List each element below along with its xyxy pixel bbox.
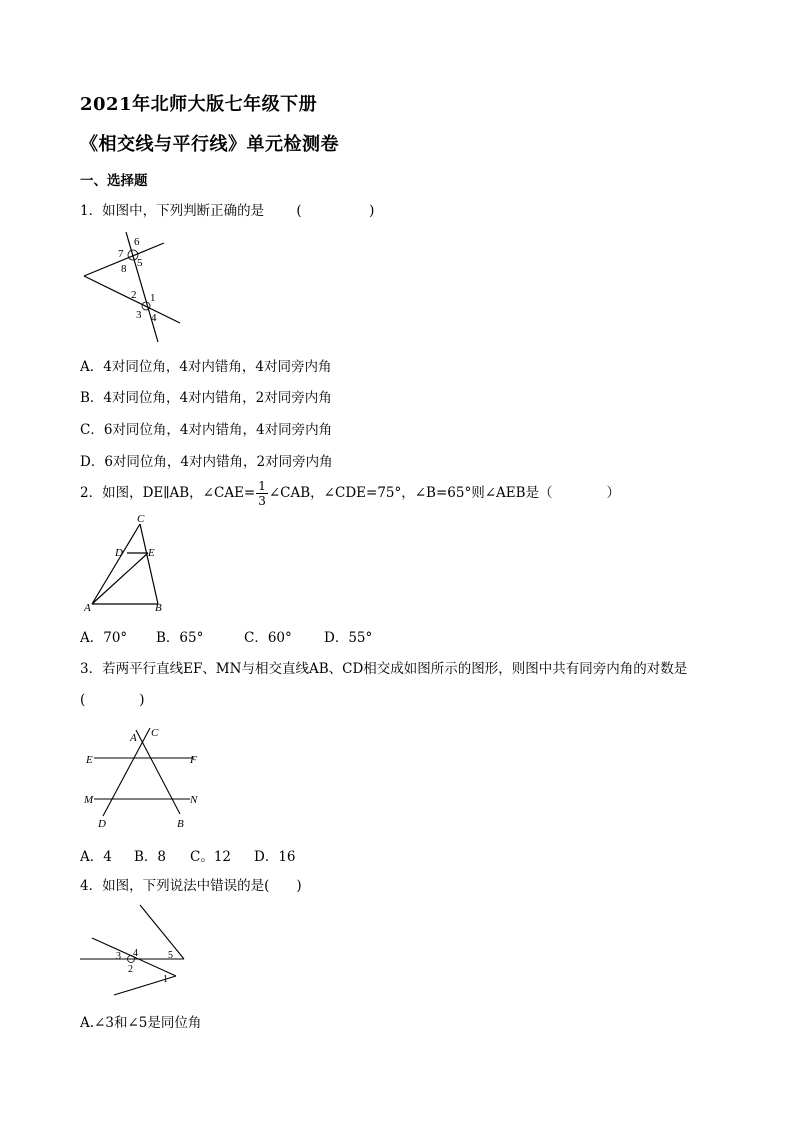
q2-label-c: C (137, 513, 145, 525)
q2-stem-part-a: 2．如图，DE∥AB，∠CAE= (80, 485, 256, 501)
q4-stem: 4．如图，下列说法中错误的是( ) (80, 878, 302, 894)
q2-stem (80, 479, 620, 508)
q1-label-7: 7 (118, 248, 124, 260)
q2-segment-cb (140, 524, 158, 604)
q1-label-4: 4 (151, 312, 157, 324)
q3-label-c: C (151, 727, 159, 739)
q2-option-d[interactable]: D．55° (324, 630, 373, 646)
q3-label-n: N (190, 794, 198, 806)
q1-label-6: 6 (134, 236, 140, 248)
q1-label-2: 2 (131, 289, 137, 301)
q2-segment-ae (92, 553, 148, 604)
q1-answer-paren: ( ) (296, 203, 375, 219)
q2-fraction-denominator: 3 (258, 494, 266, 508)
q3-label-e: E (86, 754, 93, 766)
q4-figure (78, 902, 193, 1002)
q4-option-a[interactable]: A.∠3和∠5是同位角 (80, 1015, 202, 1031)
q3-line-ab (136, 730, 180, 814)
q4-upper-ray (140, 905, 184, 959)
q3-label-d: D (98, 818, 106, 830)
q3-answer-paren: ( ) (80, 692, 145, 708)
q4-label-5: 5 (168, 950, 173, 961)
q2-option-c[interactable]: C．60° (244, 630, 292, 646)
q1-label-3: 3 (136, 309, 142, 321)
q1-stem-text: 1．如图中，下列判断正确的是 (80, 203, 265, 219)
q1-option-d[interactable]: D．6对同位角，4对内错角，2对同旁内角 (80, 454, 333, 470)
q1-label-1: 1 (150, 292, 156, 304)
q4-label-4: 4 (133, 948, 138, 959)
q1-option-a[interactable]: A．4对同位角，4对内错角，4对同旁内角 (80, 359, 332, 375)
q3-option-c[interactable]: C。12 (190, 849, 232, 865)
q1-label-8: 8 (121, 263, 127, 275)
q1-stem (80, 199, 374, 219)
q2-fraction (256, 479, 268, 508)
q4-label-1: 1 (163, 974, 168, 985)
q3-option-a[interactable]: A．4 (80, 849, 112, 865)
q3-option-d[interactable]: D．16 (254, 849, 296, 865)
q3-option-b[interactable]: B．8 (134, 849, 167, 865)
q2-option-a[interactable]: A．70° (80, 630, 128, 646)
q2-label-a: A (84, 602, 91, 614)
q3-label-m: M (84, 794, 94, 806)
q1-label-5: 5 (137, 257, 143, 269)
title-line-2: 《相交线与平行线》单元检测卷 (80, 134, 339, 155)
q1-option-c[interactable]: C．6对同位角，4对内错角，4对同旁内角 (80, 422, 333, 438)
q1-figure (78, 230, 198, 345)
q2-label-d: D (115, 547, 123, 559)
q3-figure (80, 722, 210, 832)
q2-option-b[interactable]: B．65° (156, 630, 204, 646)
q4-label-2: 2 (128, 964, 133, 975)
q2-label-e: E (148, 547, 155, 559)
q2-stem-part-b: ∠CAB，∠CDE=75°，∠B=65°则∠AEB是（ ） (268, 485, 621, 501)
q2-figure (82, 512, 172, 616)
q1-transversal (126, 232, 158, 342)
q1-option-b[interactable]: B．4对同位角，4对内错角，2对同旁内角 (80, 390, 332, 406)
q4-label-3: 3 (116, 951, 121, 962)
q3-label-b: B (177, 818, 184, 830)
q2-segment-ac (92, 524, 140, 604)
q3-stem: 3．若两平行直线EF、MN与相交直线AB、CD相交成如图所示的图形，则图中共有同旁内角的对数是 (80, 661, 688, 677)
q2-fraction-numerator: 1 (258, 479, 266, 493)
q3-line-cd (103, 728, 150, 816)
section-heading: 一、选择题 (80, 173, 148, 189)
q3-label-f: F (190, 754, 197, 766)
title-line-1: 2021年北师大版七年级下册 (80, 94, 318, 115)
q2-label-b: B (155, 602, 162, 614)
q3-label-a: A (130, 732, 137, 744)
